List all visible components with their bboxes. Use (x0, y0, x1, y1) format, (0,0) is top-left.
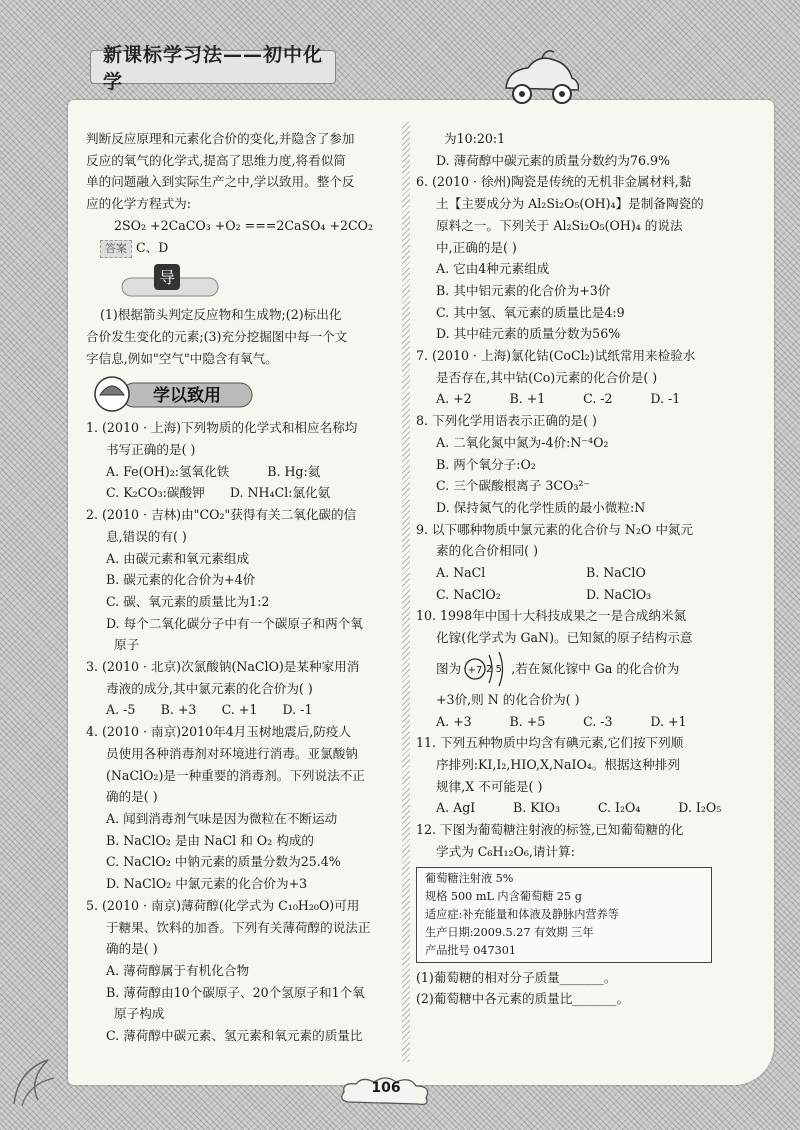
option-d: D. 薄荷醇中碳元素的质量分数约为76.9% (436, 152, 670, 168)
option-b: B. 其中铝元素的化合价为+3价 (436, 282, 611, 298)
question-stem: 原料之一。下列关于 Al₂Si₂O₅(OH)₄ 的说法 (436, 217, 683, 233)
answer-label: 答案 (100, 240, 132, 258)
intro-line: 反应的氧气的化学式,提高了思维力度,将看似简 (86, 152, 346, 168)
option-d: D. 每个二氧化碳分子中有一个碳原子和两个氧 (106, 615, 363, 631)
label-line: 适应症:补充能量和体液及静脉内营养等 (425, 907, 619, 921)
chemical-equation: 2SO₂ +2CaCO₃ +O₂ ===2CaSO₄ +2CO₂ (114, 217, 374, 233)
option-row (86, 699, 394, 721)
question-stem: 素的化合价相同( ) (436, 543, 538, 559)
question-stem: 10. 1998年中国十大科技成果之一是合成纳米氮 (416, 608, 687, 624)
option-b-cont: 原子构成 (114, 1006, 165, 1022)
option-a: A. -5 (106, 702, 136, 718)
option-b: B. Hg:氦 (267, 463, 321, 479)
nucleus-charge: +7 (467, 664, 483, 676)
left-column (86, 128, 394, 1047)
atom-structure-diagram (463, 649, 509, 689)
option-a: A. 闻到消毒剂气味是因为微粒在不断运动 (106, 810, 338, 826)
intro-line: 判断反应原理和元素化合价的变化,并隐含了参加 (86, 131, 355, 146)
electron-shells: 2 5 (486, 663, 503, 675)
question-stem: 5. (2010 · 南京)薄荷醇(化学式为 C₁₀H₂₀O)可用 (86, 897, 360, 913)
intro-line: 应的化学方程式为: (86, 196, 191, 212)
option-c: C. 三个碳酸根离子 3CO₃²⁻ (436, 478, 591, 494)
option-b: B. +3 (160, 702, 197, 718)
question-stem: 规律,X 不可能是( ) (436, 778, 543, 794)
option-a: A. Fe(OH)₂:氢氧化铁 (106, 463, 230, 479)
option-a: A. 二氧化氮中氮为-4价:N⁻⁴O₂ (436, 434, 609, 450)
option-c: C. I₂O₄ (597, 800, 641, 816)
header-banner (90, 44, 336, 93)
option-d: D. -1 (650, 391, 681, 407)
label-line: 规格 500 mL 内含葡萄糖 25 g (425, 889, 582, 903)
option-c: C. NaClO₂ (436, 586, 501, 602)
option-a: A. 它由4种元素组成 (436, 261, 550, 277)
corner-swirl-icon (8, 1040, 68, 1110)
question-stem: 确的是( ) (106, 941, 158, 957)
option-d: D. NaClO₂ 中氯元素的化合价为+3 (106, 876, 308, 892)
option-a: A. NaCl (436, 565, 486, 581)
question-stem: 书写正确的是( ) (106, 442, 196, 458)
question-stem: 土【主要成分为 Al₂Si₂O₅(OH)₄】是制备陶瓷的 (436, 196, 704, 212)
question-stem: 员使用各种消毒剂对环境进行消毒。亚氯酸钠 (106, 745, 358, 761)
option-c: C. NaClO₂ 中钠元素的质量分数为25.4% (106, 854, 341, 870)
option-b: B. NaClO (586, 565, 646, 581)
question-stem: 学式为 C₆H₁₂O₆,请计算: (436, 843, 575, 859)
option-d: D. I₂O₅ (678, 800, 722, 816)
option-row (86, 461, 394, 483)
guide-line: 字信息,例如"空气"中隐含有氧气。 (86, 350, 278, 366)
option-b: B. +1 (509, 391, 546, 407)
option-b: B. NaClO₂ 是由 NaCl 和 O₂ 构成的 (106, 832, 314, 848)
option-d: D. +1 (650, 713, 687, 729)
option-c: C. 薄荷醇中碳元素、氢元素和氧元素的质量比 (106, 1028, 363, 1044)
option-row (416, 388, 734, 410)
option-c: C. K₂CO₃:碳酸钾 (106, 485, 205, 501)
atom-diagram-line (416, 649, 734, 689)
label-line: 产品批号 047301 (425, 943, 517, 957)
option-b: B. +5 (509, 713, 546, 729)
option-c: C. 其中氢、氧元素的质量比是4:9 (436, 304, 625, 320)
section-heading-badge (92, 375, 256, 413)
answer-value: C、D (136, 239, 169, 255)
option-a: A. +2 (436, 391, 472, 407)
question-stem: (NaClO₂)是一种重要的消毒剂。下列说法不正 (106, 767, 365, 783)
option-c: C. 碳、氧元素的质量比为1:2 (106, 593, 270, 609)
question-stem: 7. (2010 · 上海)氯化钴(CoCl₂)试纸常用来检验水 (416, 348, 696, 364)
option-b: B. 两个氧分子:O₂ (436, 456, 536, 472)
question-stem: 3. (2010 · 北京)次氯酸钠(NaClO)是某种家用消 (86, 659, 360, 675)
question-stem: 4. (2010 · 南京)2010年4月玉树地震后,防疫人 (86, 724, 352, 740)
question-stem: 确的是( ) (106, 789, 158, 805)
cartoon-car-icon (498, 44, 584, 110)
guide-label: 导 (158, 268, 176, 288)
sub-question: (2)葡萄糖中各元素的质量比_______。 (416, 991, 630, 1007)
answer-row (86, 237, 394, 259)
guide-line: (1)根据箭头判定反应物和生成物;(2)标出化 (100, 307, 342, 323)
option-row (416, 562, 734, 584)
question-stem: 6. (2010 · 徐州)陶瓷是传统的无机非金属材料,黏 (416, 174, 692, 190)
option-b: B. KIO₃ (513, 800, 561, 816)
header-title: 新课标学习法——初中化学 (103, 44, 324, 93)
intro-line: 单的问题融入到实际生产之中,学以致用。整个反 (86, 174, 355, 190)
page-number: 106 (371, 1080, 401, 1096)
question-stem: 毒液的成分,其中氯元素的化合价为( ) (106, 680, 313, 696)
question-stem: 12. 下图为葡萄糖注射液的标签,已知葡萄糖的化 (416, 822, 684, 838)
question-stem: 是否存在,其中钴(Co)元素的化合价是( ) (436, 369, 658, 385)
option-b: B. 碳元素的化合价为+4价 (106, 572, 256, 588)
question-stem: 8. 下列化学用语表示正确的是( ) (416, 413, 597, 429)
option-d-cont: 原子 (114, 637, 140, 653)
guide-badge-icon (120, 262, 220, 300)
diagram-suffix: ,若在氮化镓中 Ga 的化合价为 (511, 661, 680, 677)
question-stem: 息,错误的有( ) (106, 528, 187, 544)
question-stem: 中,正确的是( ) (436, 239, 517, 255)
sub-question: (1)葡萄糖的相对分子质量_______。 (416, 969, 617, 985)
option-d: D. -1 (282, 702, 313, 718)
option-row (86, 482, 394, 504)
option-row (416, 711, 734, 733)
right-column (416, 128, 734, 1010)
option-c: C. +1 (221, 702, 258, 718)
option-b: B. 薄荷醇由10个碳原子、20个氢原子和1个氧 (106, 984, 365, 1000)
diagram-prefix: 图为 (436, 661, 462, 677)
label-line: 葡萄糖注射液 5% (425, 871, 514, 885)
glucose-injection-label (416, 867, 712, 963)
question-stem: 2. (2010 · 吉林)由"CO₂"获得有关二氧化碳的信 (86, 507, 357, 523)
option-a: A. 薄荷醇属于有机化合物 (106, 962, 250, 978)
question-stem: +3价,则 N 的化合价为( ) (436, 691, 580, 707)
option-c: C. -3 (583, 713, 613, 729)
option-d: D. 其中硅元素的质量分数为56% (436, 326, 621, 342)
question-stem: 化镓(化学式为 GaN)。已知氮的原子结构示意 (436, 630, 693, 646)
guide-line: 合价发生变化的元素;(3)充分挖掘图中每一个文 (86, 328, 348, 344)
section-title: 学以致用 (153, 386, 221, 407)
option-c: C. -2 (583, 391, 613, 407)
option-row (416, 584, 734, 606)
label-line: 生产日期:2009.5.27 有效期 三年 (425, 925, 594, 939)
question-stem: 9. 以下哪种物质中氯元素的化合价与 N₂O 中氮元 (416, 521, 694, 537)
option-a: A. +3 (436, 713, 472, 729)
question-stem: 于糖果、饮料的加香。下列有关薄荷醇的说法正 (106, 919, 371, 935)
option-a: A. 由碳元素和氧元素组成 (106, 550, 250, 566)
option-d: D. NaClO₃ (586, 586, 652, 602)
question-stem: 1. (2010 · 上海)下列物质的化学式和相应名称均 (86, 420, 358, 436)
question-stem: 11. 下列五种物质中均含有碘元素,它们按下列顺 (416, 735, 684, 751)
option-d: D. 保持氮气的化学性质的最小微粒:N (436, 499, 646, 515)
option-row (416, 797, 734, 819)
question-stem: 序排列:KI,I₂,HIO,X,NaIO₄。根据这种排列 (436, 756, 680, 772)
option-d: D. NH₄Cl:氯化氨 (229, 485, 331, 501)
option-c-cont: 为10:20:1 (444, 131, 506, 146)
option-a: A. AgI (436, 800, 476, 816)
column-divider (402, 122, 410, 1062)
